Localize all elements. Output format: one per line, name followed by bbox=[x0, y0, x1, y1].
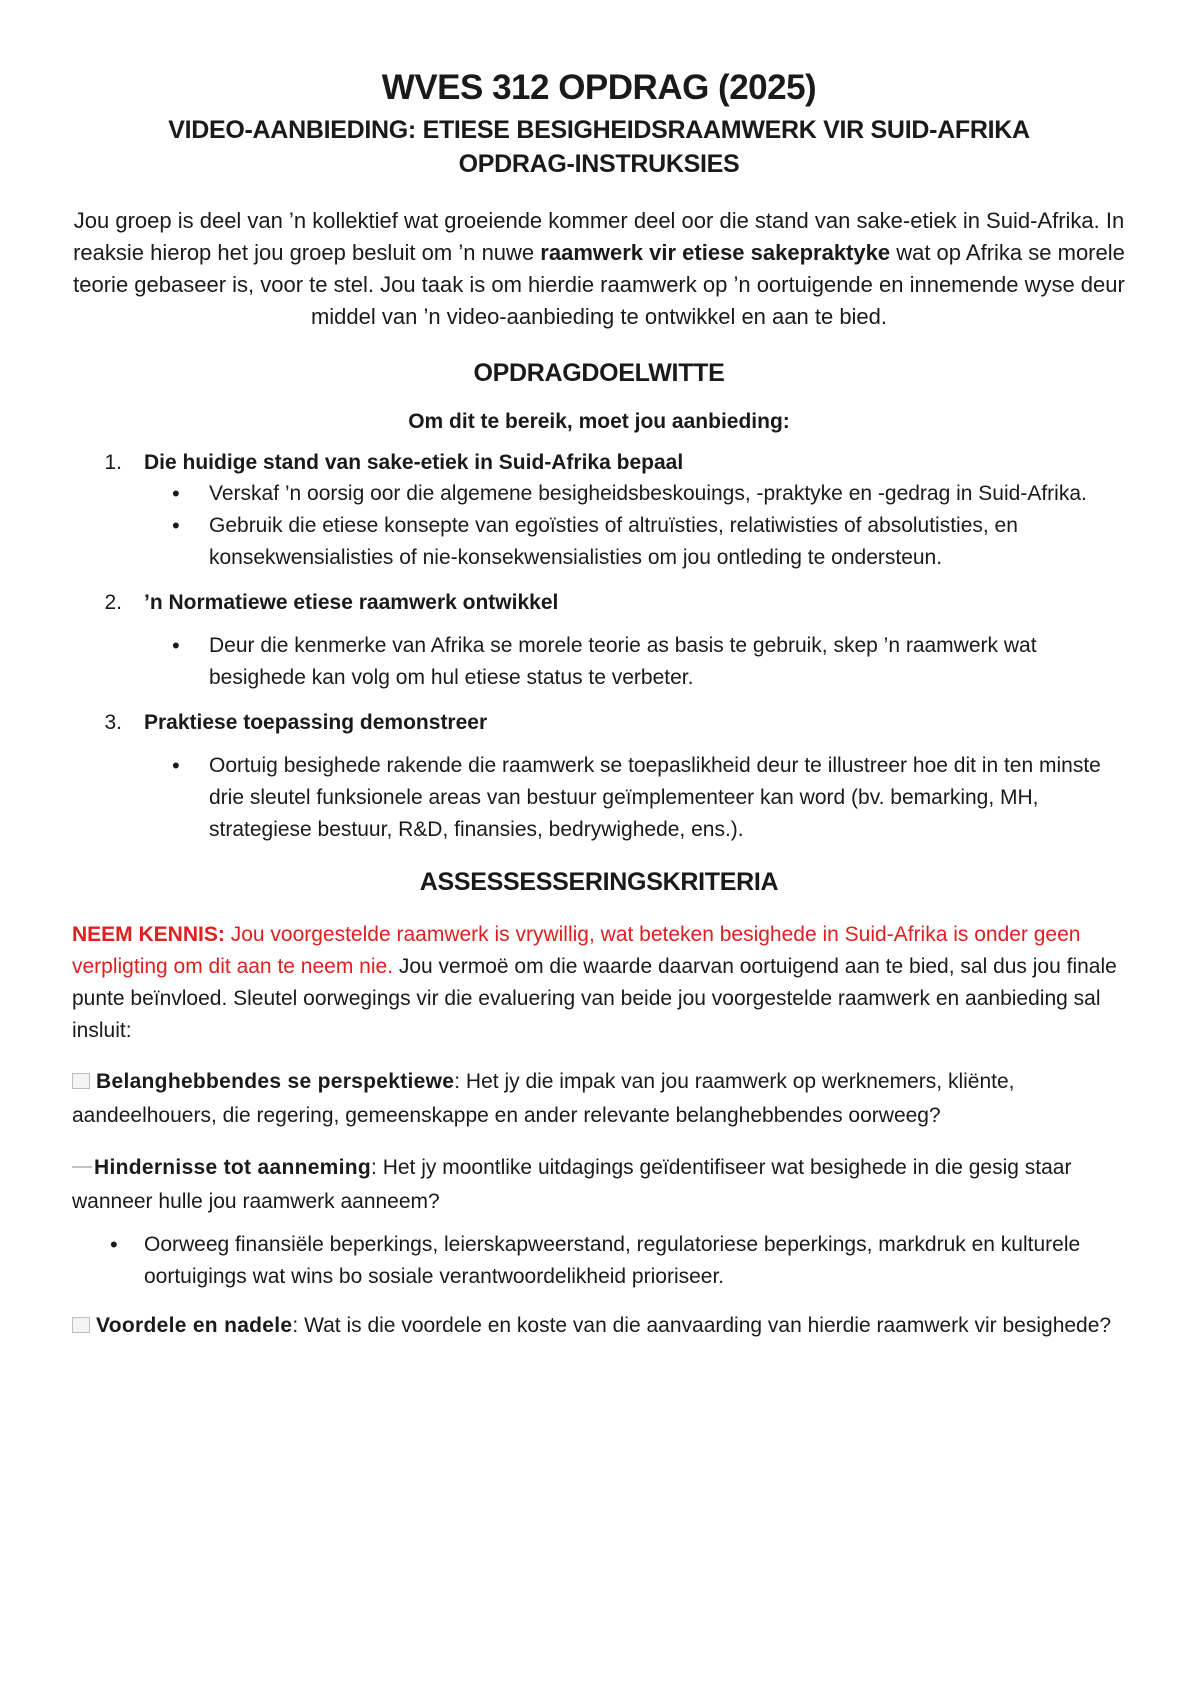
criterion-label: Voordele en nadele bbox=[96, 1314, 293, 1337]
instructions-heading: OPDRAG-INSTRUKSIES bbox=[458, 150, 740, 178]
goal-title: Die huidige stand van sake-etiek in Suid-Afrika bepaal bbox=[144, 451, 684, 474]
goal-title: Praktiese toepassing demonstreer bbox=[144, 711, 488, 734]
criterion-text: : Wat is die voordele en koste van die aanvaarding van hierdie raamwerk vir besighede? bbox=[292, 1314, 1112, 1337]
goals-heading: OPDRAGDOELWITTE bbox=[473, 359, 725, 387]
goal-number: 2. bbox=[104, 591, 122, 614]
document-subtitle: VIDEO-AANBIEDING: ETIESE BESIGHEIDSRAAMWERK VIR SUID-AFRIKA bbox=[168, 116, 1030, 144]
note-red-text: Jou voorgestelde raamwerk is vrywillig, wat beteken besighede in Suid-Afrika is onder geen verpligting om dit aan te neem nie. bbox=[72, 923, 1081, 978]
document-title: WVES 312 OPDRAG (2025) bbox=[381, 68, 817, 107]
goal-item bbox=[72, 448, 1126, 574]
checkbox-icon bbox=[72, 1073, 90, 1089]
criterion-bullet: • Oorweeg finansiële beperkings, leierskapweerstand, regulatoriese beperkings, markdruk en kulturele oortuigings wat wins bo sosiale verantwoordelikheid prioriseer. bbox=[72, 1229, 1126, 1293]
criterion-label: Belanghebbendes se perspektiewe bbox=[96, 1070, 455, 1093]
criterion-text: : Het jy die impak van jou raamwerk op werknemers, kliënte, aandeelhouers, die regering, gemeenskappe en ander relevante belanghebbendes oorweeg? bbox=[72, 1070, 1015, 1127]
intro-text-2: wat op Afrika se morele teorie gebaseer is, voor te stel. Jou taak is om hierdie raamwerk op ’n oortuigende en innemende wyse deur middel van ’n video-aanbieding te ontwikkel en aan te bied. bbox=[73, 240, 1125, 329]
goal-bullet: • Verskaf ’n oorsig oor die algemene besigheidsbeskouings, -praktyke en -gedrag in Suid-Afrika. bbox=[72, 478, 1126, 510]
criterion-text: : Het jy moontlike uitdagings geïdentifiseer wat besighede in die gesig staar wanneer hulle jou raamwerk aanneem? bbox=[72, 1156, 1072, 1213]
goal-item bbox=[72, 708, 1126, 846]
dash-icon bbox=[72, 1166, 92, 1168]
goal-number: 1. bbox=[104, 451, 122, 474]
criterion-item bbox=[72, 1151, 1126, 1219]
goal-bullet: • Oortuig besighede rakende die raamwerk se toepaslikheid deur te illustreer hoe dit in ten minste drie sleutel funksionele areas van bestuur geïmplementeer kan word (bv. bemarking, MH, strategiese bestuur, R&D, finansies, bedrywighede, ens.). bbox=[72, 750, 1126, 846]
criterion-item bbox=[72, 1065, 1126, 1133]
criterion-label: Hindernisse tot aanneming bbox=[94, 1156, 372, 1179]
criteria-heading: ASSESSESSERINGSKRITERIA bbox=[419, 868, 779, 896]
goals-lead: Om dit te bereik, moet jou aanbieding: bbox=[408, 410, 790, 433]
checkbox-icon bbox=[72, 1317, 90, 1333]
goal-number: 3. bbox=[104, 711, 122, 734]
criterion-item bbox=[72, 1309, 1126, 1343]
intro-text-1: Jou groep is deel van ’n kollektief wat groeiende kommer deel oor die stand van sake-etiek in Suid-Afrika. In reaksie hierop het jou groep besluit om ’n nuwe bbox=[73, 208, 1125, 265]
goals-list bbox=[72, 448, 1126, 846]
note-text: Jou vermoë om die waarde daarvan oortuigend aan te bied, sal dus jou finale punte beïnvloed. Sleutel oorwegings vir die evaluering van beide jou voorgestelde raamwerk en aanbieding sal insluit: bbox=[72, 955, 1117, 1042]
goal-bullet: • Deur die kenmerke van Afrika se morele teorie as basis te gebruik, skep ’n raamwerk wat besighede kan volg om hul etiese status te verbeter. bbox=[72, 630, 1126, 694]
note-label: NEEM KENNIS: bbox=[72, 923, 225, 946]
goal-item bbox=[72, 588, 1126, 694]
intro-bold: raamwerk vir etiese sakepraktyke bbox=[540, 240, 891, 265]
goal-title: ’n Normatiewe etiese raamwerk ontwikkel bbox=[144, 591, 559, 614]
goal-bullet: • Gebruik die etiese konsepte van egoïsties of altruïsties, relatiwisties of absolutisties, en konsekwensialisties of nie-konsekwensialisties om jou ontleding te ondersteun. bbox=[72, 510, 1126, 574]
note-paragraph bbox=[72, 919, 1126, 1047]
intro-paragraph bbox=[72, 205, 1126, 333]
